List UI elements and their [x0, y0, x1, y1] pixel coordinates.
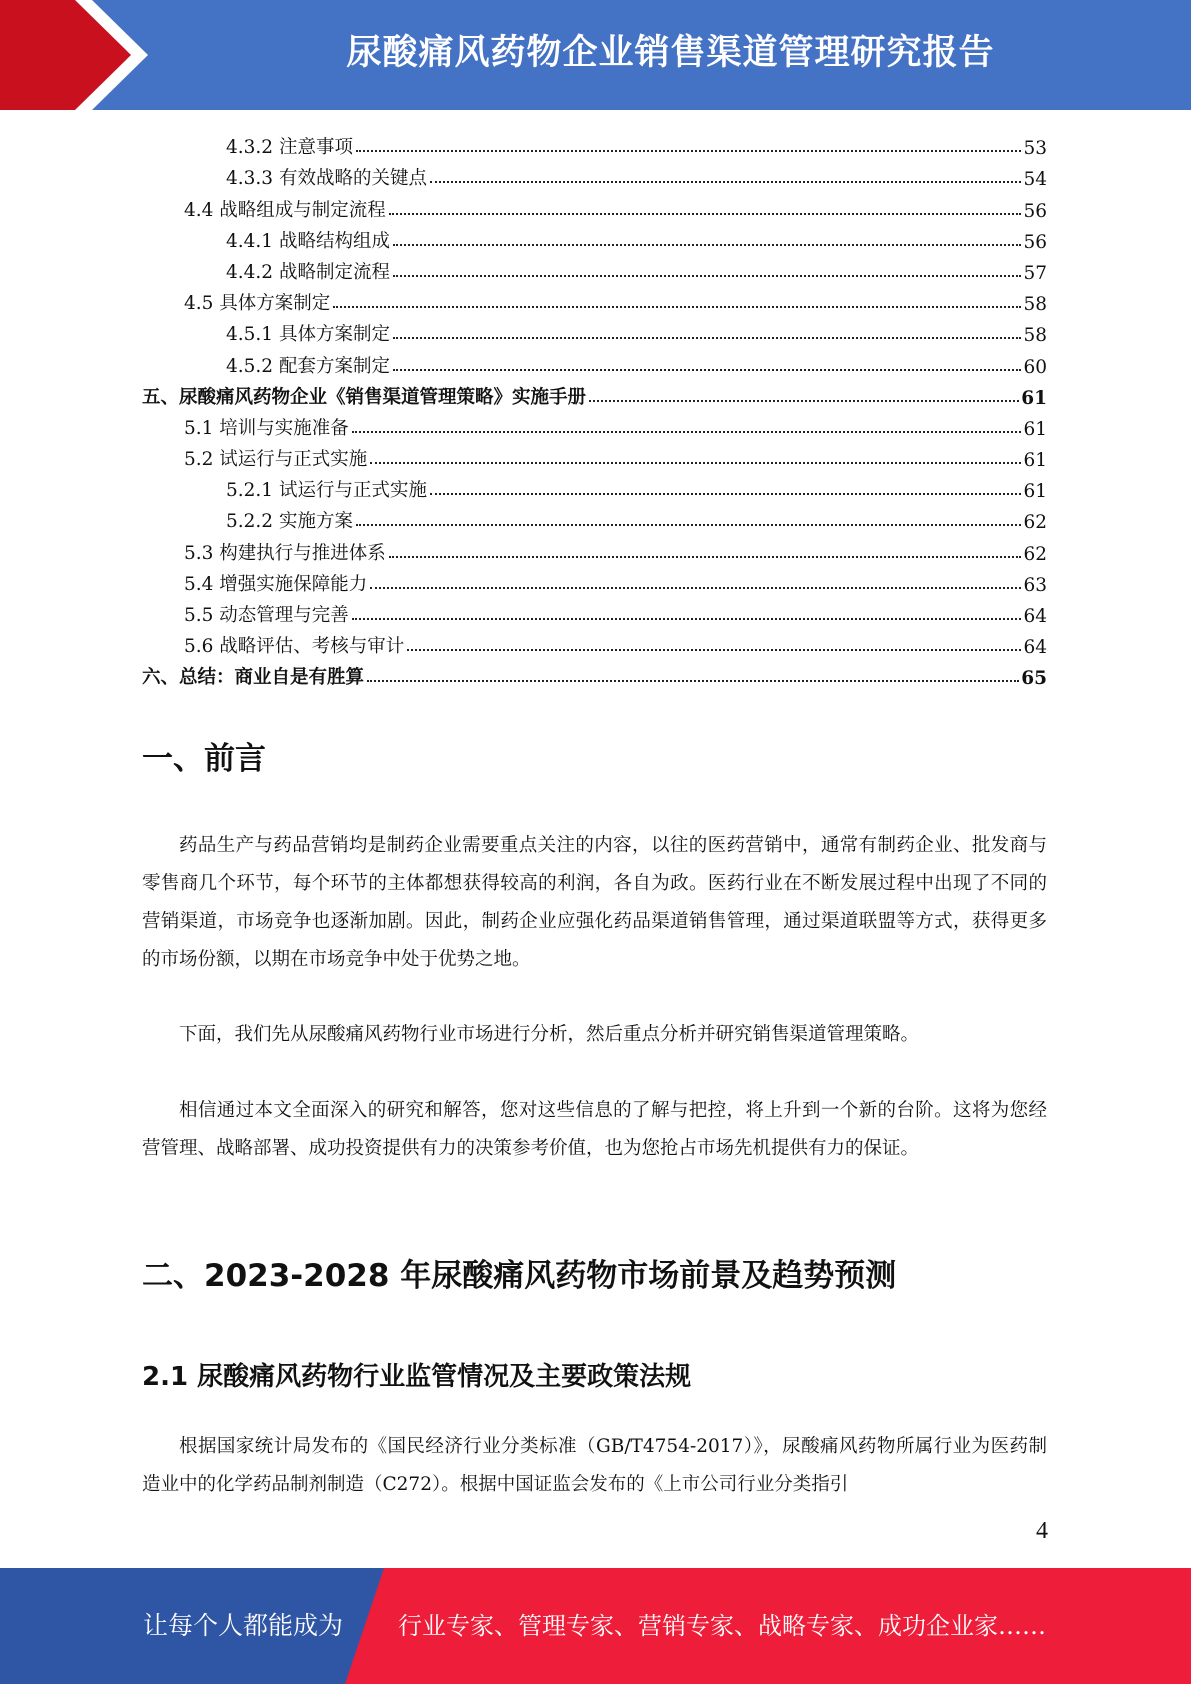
toc-leader-dots — [367, 679, 1019, 682]
toc-entry-page: 61 — [1021, 387, 1047, 409]
toc-entry-label: 4.5.1 具体方案制定 — [226, 324, 390, 346]
toc-entry-label: 4.4 战略组成与制定流程 — [184, 199, 386, 221]
toc-entry[interactable] — [142, 222, 1047, 253]
toc-entry-label: 5.5 动态管理与完善 — [184, 605, 349, 626]
toc-entry-page: 64 — [1023, 606, 1047, 627]
toc-entry[interactable] — [142, 378, 1047, 409]
toc-leader-dots — [352, 617, 1022, 620]
toc-entry-page: 58 — [1023, 294, 1047, 316]
toc-entry[interactable] — [142, 533, 1047, 564]
toc-entry[interactable] — [142, 440, 1047, 471]
footer-slogan-left: 让每个人都能成为 — [143, 1611, 344, 1640]
header-red-chevron — [0, 0, 150, 110]
toc-entry-label: 5.2.2 实施方案 — [226, 511, 353, 533]
toc-entry[interactable] — [142, 565, 1047, 596]
regulation-paragraph: 根据国家统计局发布的《国民经济行业分类标准（GB/T4754-2017）》，尿酸痛风药物所属行业为医药制造业中的化学药品制剂制造（C272）。根据中国证监会发布的《上市公司行业分类指引 — [142, 1436, 1047, 1495]
toc-entry-page: 60 — [1023, 356, 1047, 378]
toc-leader-dots — [589, 399, 1019, 402]
toc-entry[interactable] — [142, 346, 1047, 377]
toc-entry-label: 5.3 构建执行与推进体系 — [184, 542, 386, 564]
toc-entry-label: 五、尿酸痛风药物企业《销售渠道管理策略》实施手册 — [142, 386, 587, 408]
toc-entry-label: 六、总结：商业自是有胜算 — [142, 667, 365, 689]
page-footer — [0, 1568, 1191, 1684]
toc-entry[interactable] — [142, 627, 1047, 658]
section-heading-preface: 一、前言 — [142, 741, 266, 777]
toc-entry[interactable] — [142, 284, 1047, 315]
toc-leader-dots — [407, 648, 1021, 651]
toc-leader-dots — [370, 461, 1021, 464]
toc-entry-page: 61 — [1023, 418, 1047, 440]
toc-entry[interactable] — [142, 128, 1047, 159]
preface-paragraph-2: 下面，我们先从尿酸痛风药物行业市场进行分析，然后重点分析并研究销售渠道管理策略。 — [179, 1024, 920, 1045]
toc-entry[interactable] — [142, 315, 1047, 346]
toc-entry-page: 56 — [1023, 200, 1047, 222]
toc-entry-label: 4.5.2 配套方案制定 — [226, 355, 390, 377]
toc-entry[interactable] — [142, 190, 1047, 221]
toc-entry-page: 54 — [1023, 169, 1047, 191]
toc-leader-dots — [370, 586, 1021, 589]
toc-entry-label: 5.2.1 试运行与正式实施 — [226, 480, 427, 502]
toc-entry-label: 5.2 试运行与正式实施 — [184, 449, 368, 471]
toc-leader-dots — [393, 274, 1021, 277]
toc-leader-dots — [393, 368, 1021, 371]
toc-entry-page: 64 — [1023, 637, 1047, 659]
toc-leader-dots — [356, 523, 1022, 526]
report-title: 尿酸痛风药物企业销售渠道管理研究报告 — [346, 33, 995, 73]
toc-entry-label: 4.4.1 战略结构组成 — [226, 230, 390, 252]
toc-entry[interactable] — [142, 596, 1047, 627]
toc-entry-page: 61 — [1023, 481, 1047, 503]
toc-entry-label: 4.5 具体方案制定 — [184, 293, 331, 315]
toc-leader-dots — [333, 305, 1021, 308]
page-number: 4 — [1036, 1518, 1048, 1544]
toc-entry-page: 53 — [1023, 138, 1047, 160]
toc-entry-label: 4.3.2 注意事项 — [226, 137, 353, 159]
footer-slogan-right: 行业专家、管理专家、营销专家、战略专家、成功企业家…… — [398, 1612, 1046, 1640]
toc-entry-page: 58 — [1023, 325, 1047, 347]
toc-leader-dots — [430, 180, 1021, 183]
section-heading-market-outlook: 二、2023-2028 年尿酸痛风药物市场前景及趋势预测 — [142, 1258, 897, 1294]
toc-entry-page: 63 — [1023, 574, 1047, 596]
preface-paragraph-1: 药品生产与药品营销均是制药企业需要重点关注的内容，以往的医药营销中，通常有制药企业、批发商与零售商几个环节，每个环节的主体都想获得较高的利润，各自为政。医药行业在不断发展过程中出现了不同的营销渠道，市场竞争也逐渐加剧。因此，制药企业应强化药品渠道销售管理，通过渠道联盟等方式，获得更多的市场份额，以期在市场竞争中处于优势之地。 — [142, 835, 1047, 970]
subsection-heading-regulation: 2.1 尿酸痛风药物行业监管情况及主要政策法规 — [142, 1362, 692, 1392]
toc-entry-label: 5.1 培训与实施准备 — [184, 417, 349, 439]
toc-entry[interactable] — [142, 502, 1047, 533]
toc-entry-label: 4.4.2 战略制定流程 — [226, 261, 390, 283]
toc-leader-dots — [393, 243, 1021, 246]
toc-leader-dots — [393, 336, 1021, 339]
toc-leader-dots — [389, 212, 1022, 215]
toc-entry[interactable] — [142, 409, 1047, 440]
toc-leader-dots — [430, 492, 1021, 495]
toc-entry-page: 57 — [1023, 262, 1047, 284]
toc-entry[interactable] — [142, 253, 1047, 284]
toc-entry-page: 61 — [1023, 450, 1047, 472]
preface-paragraph-3: 相信通过本文全面深入的研究和解答，您对这些信息的了解与把控，将上升到一个新的台阶。这将为您经营管理、战略部署、成功投资提供有力的决策参考价值，也为您抢占市场先机提供有力的保证。 — [142, 1100, 1047, 1159]
toc-entry-page: 65 — [1021, 668, 1047, 690]
toc-entry-page: 56 — [1023, 231, 1047, 253]
toc-entry[interactable] — [142, 471, 1047, 502]
toc-leader-dots — [356, 149, 1022, 152]
toc-entry-label: 4.3.3 有效战略的关键点 — [226, 168, 427, 190]
table-of-contents — [142, 128, 1047, 689]
toc-entry-page: 62 — [1023, 512, 1047, 534]
toc-leader-dots — [389, 555, 1022, 558]
toc-entry-page: 62 — [1023, 543, 1047, 565]
toc-entry-label: 5.4 增强实施保障能力 — [184, 573, 368, 595]
toc-entry-label: 5.6 战略评估、考核与审计 — [184, 636, 405, 658]
page-header — [0, 0, 1191, 110]
toc-entry[interactable] — [142, 658, 1047, 689]
toc-entry[interactable] — [142, 159, 1047, 190]
toc-leader-dots — [352, 430, 1022, 433]
